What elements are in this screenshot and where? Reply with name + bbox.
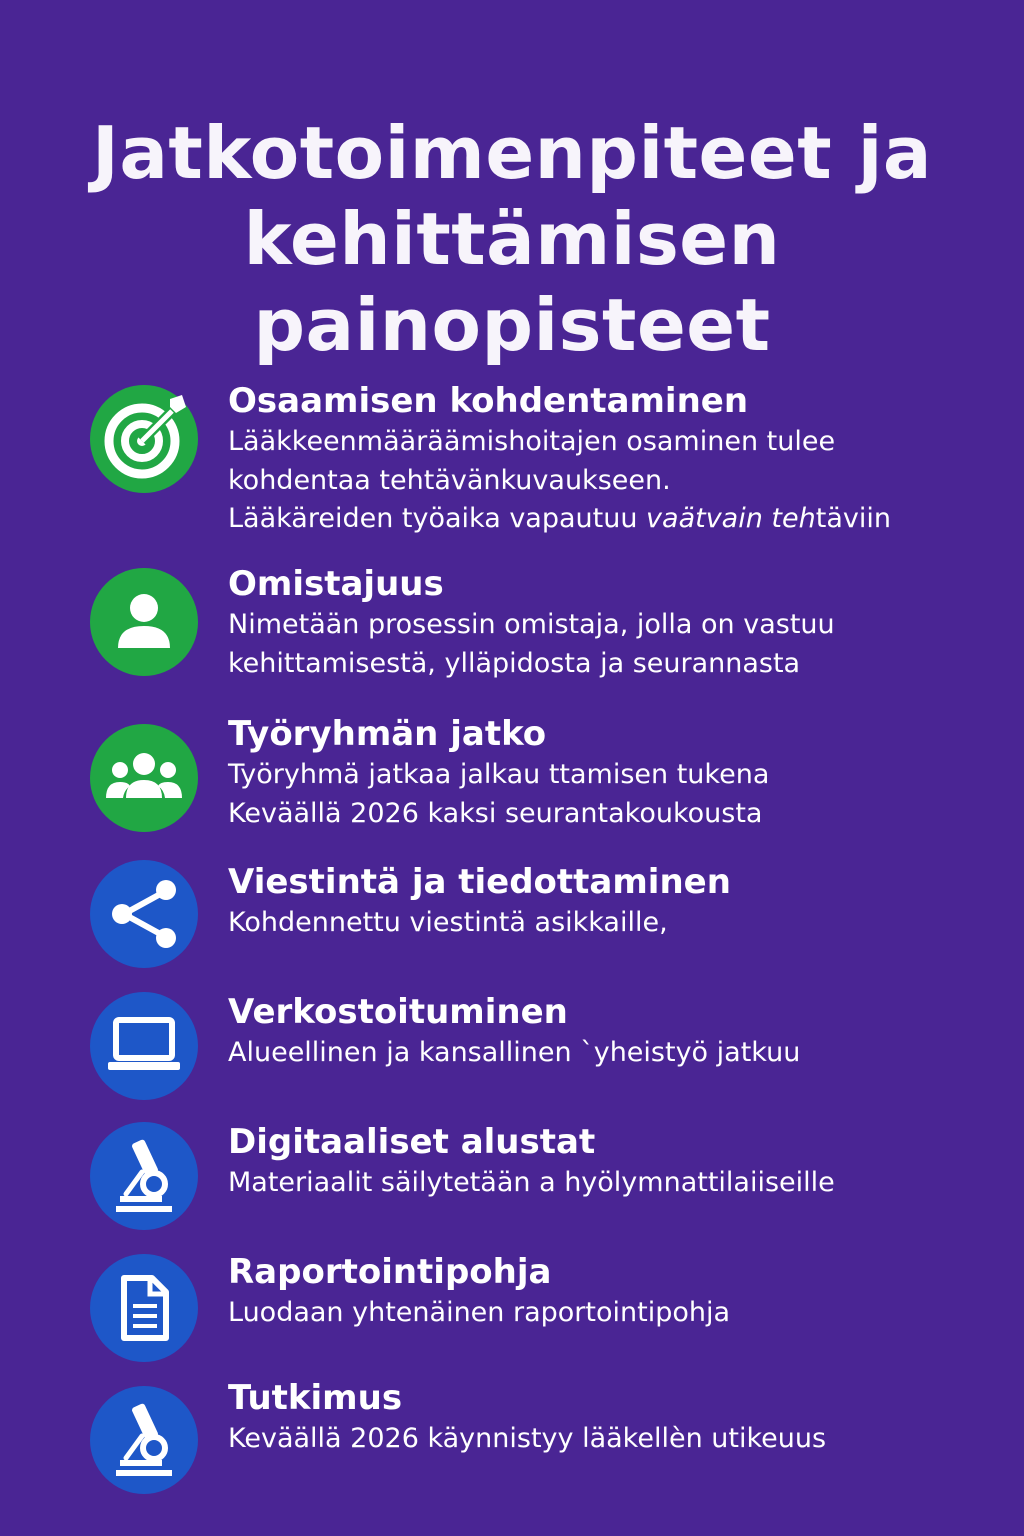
item-description-end: täviin — [815, 503, 891, 534]
item-description-line: Materiaalit säilytetään a hyölymnattilaiiseille — [228, 1167, 835, 1198]
group-icon — [90, 724, 198, 832]
share-icon — [90, 860, 198, 968]
item-description-line: Keväällä 2026 käynnistyy lääkellèn utikeuus — [228, 1423, 827, 1454]
item-heading: Raportointipohja — [228, 1252, 552, 1292]
person-icon — [90, 568, 198, 676]
item-description-line — [228, 500, 984, 539]
laptop-icon — [90, 992, 198, 1100]
item-description-italic: vaätvain teh — [646, 503, 816, 534]
title-line-3: painopisteet — [253, 283, 771, 368]
title-line-1: Jatkotoimenpiteet ja — [92, 111, 932, 196]
item-heading: Osaamisen kohdentaminen — [228, 381, 749, 421]
title-line-2: kehittämisen — [243, 197, 781, 282]
item-description-line: Keväällä 2026 kaksi seurantakoukousta — [228, 797, 763, 829]
item-description-line: Työryhmä jatkaa jalkau ttamisen tukena — [228, 759, 770, 790]
item-heading: Viestintä ja tiedottaminen — [228, 862, 731, 902]
item-heading: Digitaaliset alustat — [228, 1122, 596, 1162]
item-description-line: Kohdennettu viestintä asikkaille, — [228, 907, 668, 938]
item-heading: Tutkimus — [228, 1378, 403, 1418]
item-description-line: Alueellinen ja kansallinen `yheistyö jatkuu — [228, 1037, 801, 1068]
item-description-line: Nimetään prosessin omistaja, jolla on vastuu — [228, 609, 835, 640]
item-description-line: Luodaan yhtenäinen raportointipohja — [228, 1297, 731, 1328]
item-heading: Verkostoituminen — [228, 992, 568, 1032]
microscope-icon — [90, 1122, 198, 1230]
microscope-icon — [90, 1386, 198, 1494]
item-heading: Työryhmän jatko — [228, 714, 547, 754]
item-heading: Omistajuus — [228, 564, 444, 604]
document-icon — [90, 1254, 198, 1362]
target-icon — [90, 385, 198, 493]
page-title — [0, 110, 1024, 368]
item-description-line: kehittamisestä, ylläpidosta ja seurannasta — [228, 647, 801, 679]
item-description-line: kohdentaa tehtävänkuvaukseen. — [228, 464, 671, 496]
item-description-line: Lääkkeenmääräämishoitajen osaminen tulee — [228, 426, 836, 457]
item-description-text: Lääkäreiden työaika vapautuu — [228, 503, 647, 534]
